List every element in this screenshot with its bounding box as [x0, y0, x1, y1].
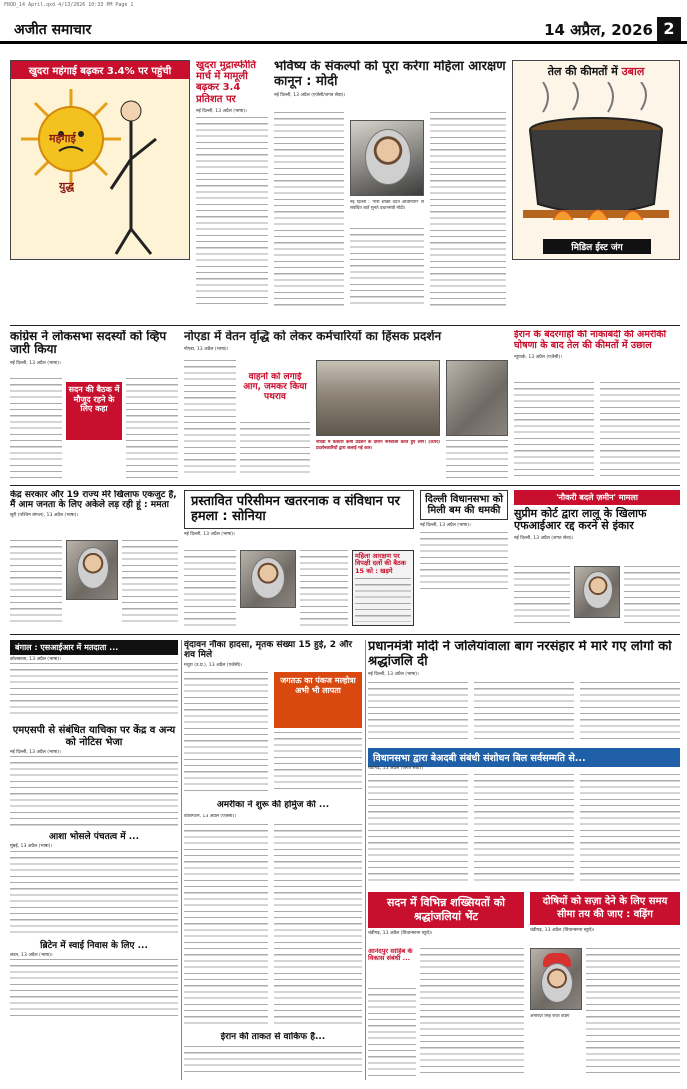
oil-cartoon-title: [513, 61, 679, 82]
warring-body: [586, 948, 680, 1076]
row-divider: [10, 485, 680, 486]
mamata-photo: [66, 540, 118, 600]
warring-headline: दोषियों को सज़ा देने के लिए समय सीमा तय की जाए : वड़िंग: [530, 892, 680, 925]
congress-whip-body-col1: [10, 378, 62, 478]
warring-story: [530, 892, 680, 1078]
vrindavan-callout: जगतऊ का पंकज मल्होत्रा अभी भी लापता: [274, 672, 362, 728]
publication-name: अजीत समाचार: [14, 22, 92, 38]
oil-cartoon-caption: मिडिल ईस्ट जंग: [543, 239, 651, 254]
lalu-story: [514, 490, 680, 628]
inflation-cartoon-title: खुदरा महंगाई बढ़कर 3.4% पर पहुंची: [11, 61, 189, 79]
boiling-pot-illustration: [513, 82, 679, 232]
modi-photo: [350, 120, 424, 196]
oil-cartoon-title-prefix: तेल की कीमतों में: [547, 65, 618, 78]
warring-dateline: चंडीगढ़, 13 अप्रैल (विधानसभा ब्यूरो)।: [530, 928, 595, 933]
jallianwala-body-col2: [474, 682, 574, 742]
inflation-cartoon: [10, 60, 190, 260]
sun-figure-illustration: [11, 79, 189, 257]
congress-whip-headline: कांग्रेस ने लोकसभा सदस्यों को व्हिप जारी किया: [10, 330, 167, 357]
mamata-body-col1: [10, 540, 62, 626]
lalu-photo: [574, 566, 620, 618]
us-hormuz-body-col2: [274, 824, 362, 1024]
bengal-sir-dateline: कोलकाता, 13 अप्रैल (भाषा)।: [10, 657, 61, 662]
anandpur-subhead: आनंदपुर साहिब के विकास संबंधी ...: [368, 948, 413, 963]
msp-notice-body: [10, 756, 178, 826]
parliament-tribute-body: [420, 948, 524, 1076]
iran-oil-headline: ईरान के बंदरगाहों की नाकाबंदी की अमरीकी घोषणा के बाद तेल की कीमतों में उछाल: [514, 330, 667, 351]
congress-whip-dateline: नई दिल्ली, 13 अप्रैल (भाषा)।: [10, 360, 61, 366]
iran-oil-story: [514, 330, 680, 480]
bengal-sir-body: [10, 663, 178, 719]
noida-protest-dateline: नोएडा, 13 अप्रैल (भाषा)।: [184, 347, 229, 353]
lalu-body-col1: [514, 566, 570, 626]
inflation-headline: खुदरा मुद्रास्फीति मार्च में मामूली बढ़कर 3.4 प्रतिशत पर: [196, 60, 257, 105]
vrindavan-dateline: मथुरा (उ.प्र.), 13 अप्रैल (एजेंसी)।: [184, 663, 243, 669]
modi-reservation-story: [274, 60, 506, 320]
noida-protest-photo: [316, 360, 440, 436]
noida-protest-subhead: वाहनों को लगाई आग, जमकर किया पथराव: [243, 372, 307, 403]
asha-bhosle-dateline: मुंबई, 13 अप्रैल (भाषा)।: [10, 844, 53, 850]
left-column-briefs: [10, 640, 178, 1080]
sun-label: महंगाई: [49, 132, 76, 145]
mamata-body-col2: [122, 540, 178, 626]
asha-bhosle-headline: आशा भोसले पंचतत्व में ...: [48, 832, 139, 843]
parliament-tribute-headline: सदन में विभिन्न शख्सियतों को श्रद्धांजलियां भेंट: [368, 892, 524, 928]
assembly-body-col3: [580, 774, 680, 884]
sonia-story: [184, 490, 414, 628]
assembly-dateline: चंडीगढ़, 13 अप्रैल (जगत सेवा)।: [368, 766, 423, 771]
inflation-story: [196, 60, 268, 320]
lalu-body-col2: [624, 566, 680, 626]
delhi-bomb-dateline: नई दिल्ली, 13 अप्रैल (भाषा)।: [420, 523, 471, 529]
parliament-tribute-dateline: चंडीगढ़, 13 अप्रैल (विधानसभा ब्यूरो)।: [368, 930, 433, 936]
noida-protest-story: [184, 330, 508, 480]
mamata-story: [10, 490, 178, 628]
vrindavan-body-col1: [184, 672, 268, 792]
sonia-headline: प्रस्तावित परिसीमन खतरनाक व संविधान पर हमला : सोनिया: [191, 494, 400, 524]
war-label: युद्ध: [59, 180, 75, 193]
us-hormuz-body-col1: [184, 824, 268, 1024]
sonia-headline-box: [184, 490, 414, 529]
sonia-dateline: नई दिल्ली, 13 अप्रैल (भाषा)।: [184, 532, 235, 538]
mamata-dateline: सूरी (पश्चिम बंगाल), 13 अप्रैल (भाषा)।: [10, 513, 79, 519]
us-hormuz-headline: अमरीका ने शुरू की होर्मुज की ...: [216, 800, 330, 810]
congress-whip-callout: सदन की बैठक में मौजूद रहने के लिए कहा: [66, 382, 122, 440]
lalu-kicker: 'नौकरी बदले ज़मीन' मामला: [514, 490, 680, 505]
masthead: [0, 12, 687, 44]
modi-reservation-body-col2: [350, 228, 424, 308]
jallianwala-body-col1: [368, 682, 468, 742]
page-number: 2: [657, 17, 681, 41]
row-divider: [10, 325, 680, 326]
inflation-body-text: [196, 117, 268, 307]
iran-power-headline: ईरान की ताकत से वाकिफ है...: [220, 1032, 326, 1042]
anandpur-body: [368, 988, 416, 1076]
noida-protest-body-col2: [240, 422, 310, 478]
right-lower-block: [368, 640, 680, 1080]
assembly-body-col1: [368, 774, 468, 884]
oil-cartoon: [512, 60, 680, 260]
delhi-bomb-story: [420, 490, 508, 628]
noida-protest-caption: नोएडा में फैक्टरी कर्मी प्रदर्शन के दौरान नारेबाजी करते हुए लोग। (ऊपर) प्रदर्शनकारियों द्वारा जलाई गई कार।: [316, 440, 440, 452]
modi-reservation-headline: भविष्य के संकल्पों को पूरा करेगा महिला आरक्षण कानून : मोदी: [274, 60, 506, 89]
jallianwala-dateline: नई दिल्ली, 13 अप्रैल (भाषा)।: [368, 672, 419, 678]
parliament-tribute-story: [368, 892, 524, 1078]
bengal-sir-tag: बंगाल : एसआईआर में मतदाता ...: [10, 640, 178, 655]
modi-photo-caption: नई दिल्ली : 'नारी शक्ति वंदन अधिनियम' से संबंधित बातें सुनते प्रधानमंत्री मोदी।: [350, 200, 424, 212]
lalu-dateline: नई दिल्ली, 13 अप्रैल (जगत सेवा)।: [514, 535, 574, 541]
sonia-body-col1: [184, 550, 236, 626]
kharge-meeting-body: [355, 578, 411, 622]
congress-whip-body-col2: [126, 378, 178, 478]
lalu-headline: सुप्रीम कोर्ट द्वारा लालू के खिलाफ एफआईआर रद्द करने से इंकार: [514, 507, 647, 533]
row-divider: [10, 634, 680, 635]
issue-date: 14 अप्रैल, 2026: [544, 21, 653, 39]
burnt-car-photo: [446, 360, 508, 436]
congress-whip-story: [10, 330, 178, 480]
mamata-headline: केंद्र सरकार और 19 राज्य मेरे खिलाफ एकजुट हैं, मैं आम जनता के लिए अकेले लड़ रही हूं : ममता: [10, 490, 177, 511]
vrindavan-body-col2: [274, 732, 362, 792]
assembly-body-col2: [474, 774, 574, 884]
jallianwala-body-col3: [580, 682, 680, 742]
msp-notice-dateline: नई दिल्ली, 13 अप्रैल (भाषा)।: [10, 749, 61, 755]
britain-body: [10, 959, 178, 1017]
msp-notice-headline: एमएसपी से संबंधित याचिका पर केंद्र व अन्य को नोटिस भेजा: [12, 725, 176, 748]
center-left-column: [184, 640, 362, 1080]
britain-dateline: लंदन, 13 अप्रैल (भाषा)।: [10, 952, 53, 958]
noida-protest-headline: नोएडा में वेतन वृद्धि को लेकर कर्मचारियों का हिंसक प्रदर्शन: [184, 330, 442, 343]
sonia-body-col2: [300, 550, 348, 626]
column-rule: [365, 640, 366, 1080]
production-slug: FROD_14 April.qxd 4/13/2026 10:33 PM Page 1: [4, 2, 134, 8]
inflation-dateline: नई दिल्ली, 13 अप्रैल (भाषा)।: [196, 108, 247, 114]
jallianwala-headline: प्रधानमंत्री मोदी ने जलियांवाला बाग नरसंहार में मारे गए लोगों को श्रद्धांजलि दी: [368, 640, 672, 669]
noida-protest-body-col1: [184, 360, 236, 478]
warring-photo: [530, 948, 582, 1010]
modi-reservation-body-col1: [274, 112, 344, 308]
iran-oil-body-col1: [514, 382, 594, 478]
delhi-bomb-headline-box: [420, 490, 508, 520]
asha-bhosle-body: [10, 851, 178, 935]
assembly-banner: विधानसभा द्वारा बेअदबी संबंधी संशोधन बिल सर्वसम्मति से...: [368, 748, 680, 767]
modi-reservation-body-col3: [430, 112, 506, 308]
iran-oil-body-col2: [600, 382, 680, 478]
warring-photo-caption: अमरिंदर सिंह राजा वड़िंग: [530, 1014, 570, 1019]
delhi-bomb-headline: दिल्ली विधानसभा को मिली बम की धमकी: [425, 494, 503, 517]
kharge-meeting-headline: महिला आरक्षण पर विपक्षी दलों की बैठक 15 को : खड़गे: [355, 552, 406, 575]
kharge-meeting-box: [352, 550, 414, 626]
noida-protest-body-col3: [446, 440, 508, 478]
iran-oil-dateline: न्यूयार्क, 13 अप्रैल (एजेंसी)।: [514, 355, 562, 361]
us-hormuz-dateline: वाशिंगटन, 13 अप्रैल (एजेंसी)।: [184, 814, 237, 819]
iran-power-body: [184, 1046, 362, 1076]
delhi-bomb-body: [420, 532, 508, 592]
britain-headline: ब्रिटेन में स्वाई निवास के लिए ...: [40, 940, 148, 951]
vrindavan-headline: वृंदावन नौका हादसा, मृतक संख्या 15 हुई, 2 और शव मिले: [184, 640, 353, 661]
column-rule: [181, 640, 182, 1080]
oil-cartoon-title-highlight: उबाल: [621, 65, 645, 78]
sonia-photo: [240, 550, 296, 608]
modi-reservation-dateline: नई दिल्ली, 13 अप्रैल (एजेंसी/जगत सेवा)।: [274, 93, 346, 99]
